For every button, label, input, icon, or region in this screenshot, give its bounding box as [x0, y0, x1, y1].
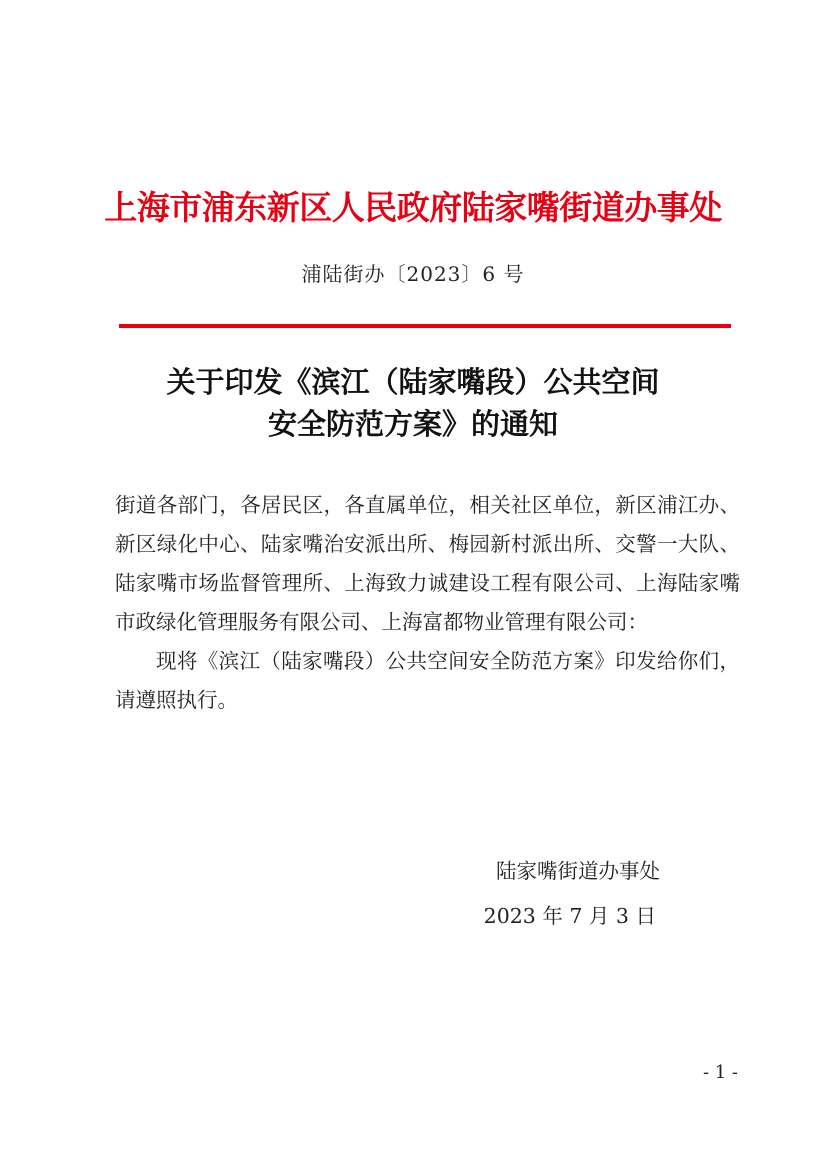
red-divider-line [119, 324, 731, 328]
main-text-paragraph: 现将《滨江（陆家嘴段）公共空间安全防范方案》印发给你们，请遵照执行。 [115, 649, 740, 712]
notice-title-line-2: 安全防范方案》的通知 [267, 407, 558, 441]
notice-title [0, 361, 826, 445]
signature-block [0, 849, 660, 939]
signature-organization: 陆家嘴街道办事处 [496, 859, 660, 883]
notice-title-line-1: 关于印发《滨江（陆家嘴段）公共空间 [166, 365, 660, 399]
notice-body [115, 486, 740, 720]
recipients-paragraph: 街道各部门，各居民区，各直属单位，相关社区单位，新区浦江办、新区绿化中心、陆家嘴治安派出所、梅园新村派出所、交警一大队、陆家嘴市场监督管理所、上海致力诚建设工程有限公司、上海陆家嘴市政绿化管理服务有限公司、上海富都物业管理有限公司： [115, 493, 740, 634]
issuer-header: 上海市浦东新区人民政府陆家嘴街道办事处 [104, 188, 722, 227]
signature-date: 2023 年 7 月 3 日 [483, 904, 656, 928]
page-number: - 1 - [702, 1062, 738, 1083]
document-number: 浦陆街办〔2023〕6 号 [301, 262, 525, 286]
